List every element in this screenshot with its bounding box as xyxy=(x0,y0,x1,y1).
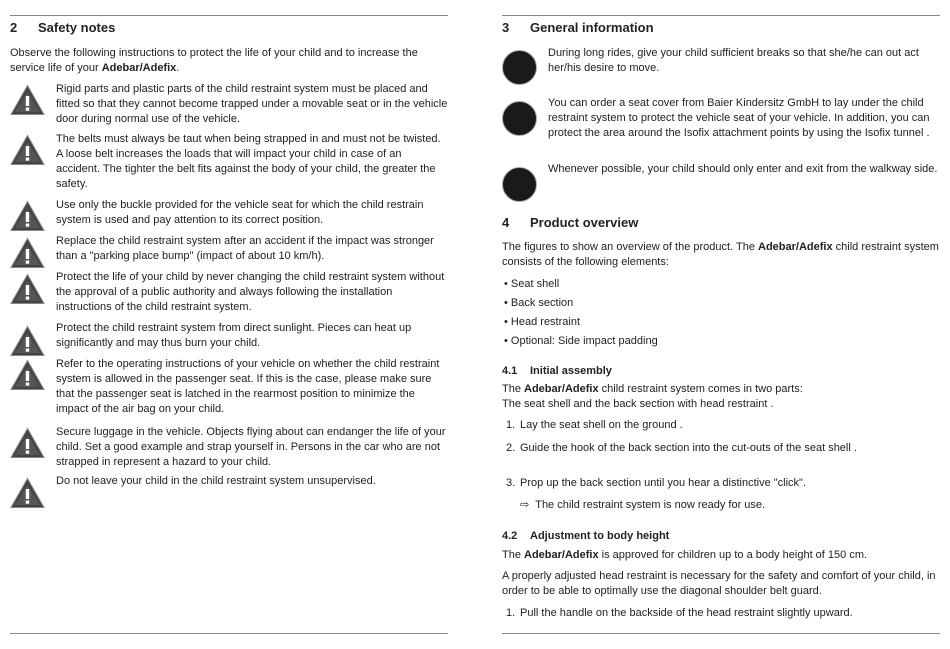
info-circle-icon xyxy=(502,50,537,85)
safety-intro: Observe the following instructions to protect the life of your child and to increase the service life of your Adebar/Adefix. xyxy=(10,47,418,74)
section-number: 2 xyxy=(10,20,18,35)
info-circle-icon xyxy=(502,167,537,202)
list-item: • Back section xyxy=(504,296,573,311)
warning-triangle-icon xyxy=(10,200,45,232)
top-rule xyxy=(502,15,940,16)
warning-triangle-icon xyxy=(10,359,45,391)
assembly-parts: The seat shell and the back section with head restraint . xyxy=(502,398,774,410)
subsection-heading-assembly: 4.1 Initial assembly xyxy=(502,365,612,377)
top-rule xyxy=(10,15,448,16)
list-item: • Optional: Side impact padding xyxy=(504,334,658,349)
step-result: ⇨ The child restraint system is now ready for use. xyxy=(520,499,766,511)
left-page: 2 Safety notes Observe the following instructions to protect the life of your child and to increase the service life of your Adebar/Adefix. Rigid parts and plastic parts of the child restraint system must be placed and fitted so that they cannot become trapped under a movable seat or in the vehicle door during normal use of the vehicle. The belts must always be taut when being strapped in and must not be twisted. A loose belt increases the loads that will impact your child in case of an accident. The tighter the belt fits against the body of your child, the greater the safety. Use only the buckle provided for the vehicle seat for which the child restrain system is used and pay attention to its correct position. Replace the child restraint system after an accident if the impact was stronger than a "parking place bump" (impact of about 10 km/h). Protect the life of your child by never changing the child restraint system without the approval of a public authority and always following the installation instructions of the child restraint system. Protect the child restraint system from direct sunlight. Pieces can heat up significantly and may thus burn your child. Refer to the operating instructions of your vehicle on whether the child restraint system is allowed in the passenger seat. If this is the case, please make sure that the passenger seat is latched in the rearmost position to minimize the impact of the air bag on your child. Secure luggage in the vehicle. Objects flying about can endanger the life of your child. Set a good example and strap yourself in. Persons in the car who are not strapped in represent a hazard to your child. Do not leave your child in the child restraint system unsupervised. xyxy=(10,0,448,649)
warning-triangle-icon xyxy=(10,84,45,116)
warning-triangle-icon xyxy=(10,325,45,357)
warning-triangle-icon xyxy=(10,237,45,269)
section-title: Safety notes xyxy=(38,20,116,35)
product-intro: The figures to show an overview of the product. The Adebar/Adefix child restraint system consists of the following elements: xyxy=(502,241,939,268)
warning-triangle-icon xyxy=(10,273,45,305)
subsection-heading-height: 4.2 Adjustment to body height xyxy=(502,530,670,542)
warning-triangle-icon xyxy=(10,477,45,509)
height-intro: The Adebar/Adefix is approved for children up to a body height of 150 cm. xyxy=(502,549,868,561)
section-heading-general: 3 General information xyxy=(502,20,654,35)
list-item: • Seat shell xyxy=(504,277,559,292)
assembly-intro: The Adebar/Adefix child restraint system comes in two parts: xyxy=(502,383,803,395)
warning-triangle-icon xyxy=(10,134,45,166)
brand-name: Adebar/Adefix xyxy=(101,62,177,74)
warning-triangle-icon xyxy=(10,427,45,459)
bottom-rule xyxy=(502,633,940,634)
list-item: • Head restraint xyxy=(504,315,580,330)
info-circle-icon xyxy=(502,101,537,136)
bottom-rule xyxy=(10,633,448,634)
section-heading-safety xyxy=(10,20,115,36)
right-page: 3 General information During long rides, give your child sufficient breaks so that she/he can out act her/his desire to move. You can order a seat cover from Baier Kindersitz GmbH to lay under the child restraint system to protect the vehicle seat of your vehicle. In addition, you can protect the area around the Isofix attachment points by using the Isofix tunnel . Whenever possible, your child should only enter and exit from the walkway side. 4 Product overview The figures to show an overview of the product. The Adebar/Adefix child restraint system consists of the following elements: • Seat shell • Back section • Head restraint • Optional: Side impact padding 4.1 Initial assembly The Adebar/Adefix child restraint system comes in two parts: The seat shell and the back section with head restraint . 1. Lay the seat shell on the ground . 2. Guide the hook of the back section into the cut-outs of the seat shell . 3. Prop up the back section until you hear a distinctive "click". ⇨ The child restraint system is now ready for use. 4.2 Adjustment to body height The Adebar/Adefix is approved for children up to a body height of 150 cm. A properly adjusted head restraint is necessary for the safety and comfort of your child, in order to be able to optimally use the diagonal shoulder belt guard. 1. Pull the handle on the backside of the head restraint slightly upward. xyxy=(502,0,940,649)
height-paragraph: A properly adjusted head restraint is necessary for the safety and comfort of your child, in order to be able to optimally use the diagonal shoulder belt guard. xyxy=(502,570,936,597)
result-arrow-icon: ⇨ xyxy=(520,499,530,511)
section-heading-product: 4 Product overview xyxy=(502,215,639,230)
